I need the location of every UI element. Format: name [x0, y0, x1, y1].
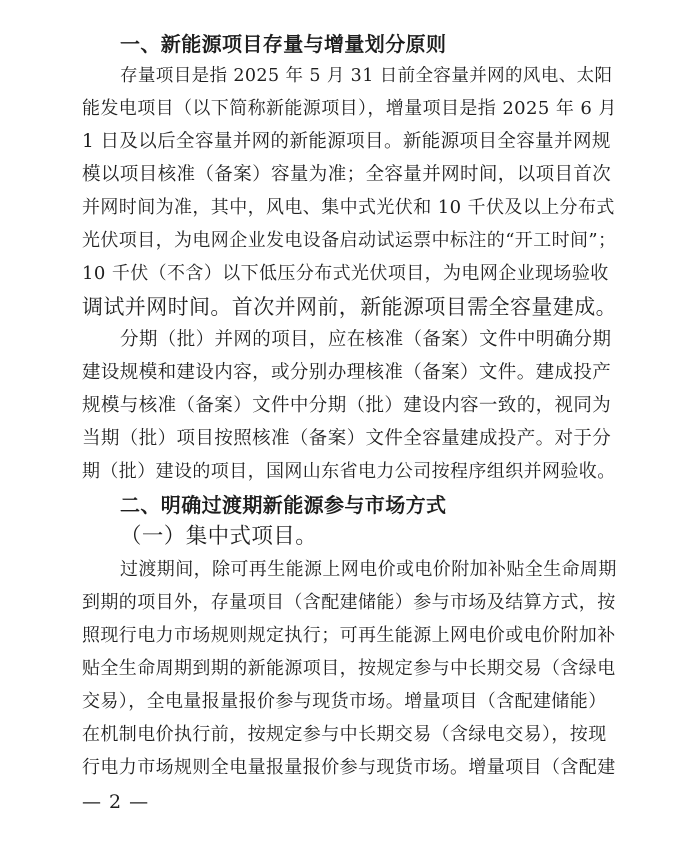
paragraph-line: 调试并网时间。首次并网前，新能源项目需全容量建成。: [82, 295, 617, 319]
paragraph-line: 到期的项目外，存量项目（含配建储能）参与市场及结算方式，按: [82, 592, 616, 613]
section-heading-2: 二、明确过渡期新能源参与市场方式: [120, 493, 447, 517]
paragraph-line: 过渡期间，除可再生能源上网电价或电价附加补贴全生命周期: [120, 559, 617, 580]
paragraph-line: 1 日及以后全容量并网的新能源项目。新能源项目全容量并网规: [82, 131, 611, 152]
paragraph-line: 行电力市场规则全电量报量报价参与现货市场。增量项目（含配建: [82, 757, 616, 778]
paragraph-line: 交易），全电量报量报价参与现货市场。增量项目（含配建储能）: [82, 691, 607, 712]
paragraph-line: 光伏项目，为电网企业发电设备启动试运票中标注的“开工时间”；: [82, 230, 617, 251]
paragraph-line: 贴全生命周期到期的新能源项目，按规定参与中长期交易（含绿电: [82, 658, 616, 679]
paragraph-line: 建设规模和建设内容，或分别办理核准（备案）文件。建成投产: [82, 362, 612, 383]
paragraph-line: 分期（批）并网的项目，应在核准（备案）文件中明确分期: [120, 329, 612, 350]
paragraph-line: 能发电项目（以下简称新能源项目），增量项目是指 2025 年 6 月: [82, 98, 617, 119]
paragraph-line: 并网时间为准，其中，风电、集中式光伏和 10 千伏及以上分布式: [82, 197, 615, 218]
paragraph-line: 规模与核准（备案）文件中分期（批）建设内容一致的，视同为: [82, 395, 612, 416]
subsection-heading: （一）集中式项目。: [120, 524, 318, 549]
paragraph-line: 照现行电力市场规则规定执行；可再生能源上网电价或电价附加补: [82, 625, 616, 646]
paragraph-line: 10 千伏（不含）以下低压分布式光伏项目，为电网企业现场验收: [82, 263, 609, 284]
paragraph-line: 期（批）建设的项目，国网山东省电力公司按程序组织并网验收。: [82, 461, 616, 482]
paragraph-line: 当期（批）项目按照核准（备案）文件全容量建成投产。对于分: [82, 428, 612, 449]
paragraph-line: 存量项目是指 2025 年 5 月 31 日前全容量并网的风电、太阳: [120, 66, 613, 86]
paragraph-line: 在机制电价执行前，按规定参与中长期交易（含绿电交易），按现: [82, 724, 607, 745]
section-heading-1: 一、新能源项目存量与增量划分原则: [120, 32, 447, 56]
page-number: — 2 —: [82, 791, 150, 813]
paragraph-line: 模以项目核准（备案）容量为准；全容量并网时间，以项目首次: [82, 164, 612, 185]
